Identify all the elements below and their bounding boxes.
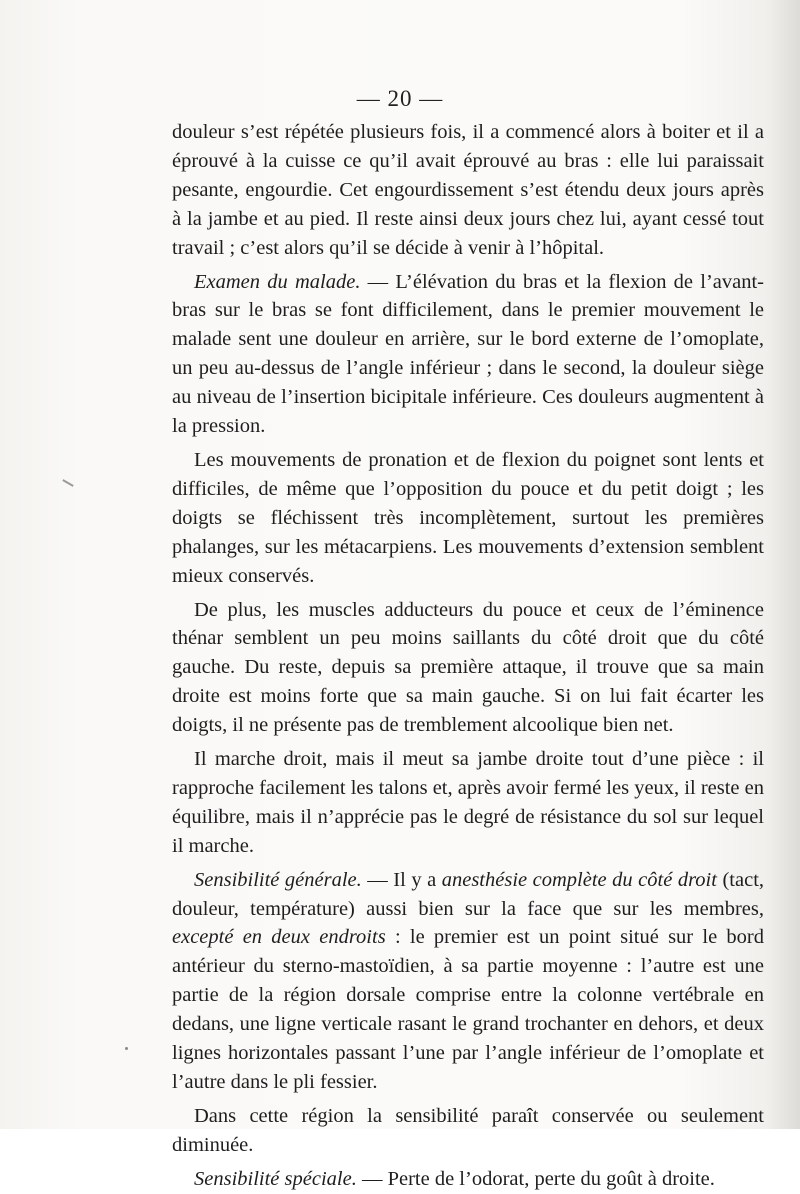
margin-dot	[125, 1047, 128, 1050]
paragraph-marche: Il marche droit, mais il meut sa jambe droite tout d’une pièce : il rapproche facilement les talons et, après avoir fermé les yeux, il reste en équilibre, mais il n’apprécie pas le degré de résistance du sol sur lequel il marche.	[172, 748, 764, 857]
paragraph-region: Dans cette région la sensibilité paraît conservée ou seulement diminuée.	[172, 1104, 764, 1156]
paragraph-sensibilite-speciale	[172, 1165, 764, 1194]
sensibilite-text-c: : le premier est un point situé sur le bord antérieur du sterno-mastoïdien, à sa partie moyenne : l’autre est une partie de la région dorsale comprise entre la colonne vertébrale en dedans, une ligne verticale rasant le grand trochanter en dehors, et deux lignes horizontales passant l’une par l’angle inférieur de l’omoplate et l’autre dans le pli fessier.	[172, 926, 765, 1093]
sensibilite-text-a: — Il y a	[361, 868, 442, 891]
paragraph-history: douleur s’est répétée plusieurs fois, il a commencé alors à boiter et il a éprouvé à la cuisse ce qu’il avait éprouvé au bras : elle lui paraissait pesante, engourdie. Cet engourdissement s’est étendu deux jours après à la jambe et au pied. Il reste ainsi deux jours chez lui, ayant cessé tout travail ; c’est alors qu’il se décide à venir à l’hôpital.	[172, 121, 764, 259]
section-heading-sensibilite-generale: Sensibilité générale.	[194, 868, 362, 891]
paragraph-mouvements: Les mouvements de pronation et de flexion du poignet sont lents et difficiles, de même que l’opposition du pouce et du petit doigt ; les doigts se fléchissent très incomplètement, surtout les premières phalanges, sur les métacarpiens. Les mouvements d’extension semblent mieux conservés.	[172, 448, 764, 587]
sensibilite-emphasis-1: anesthésie complète du côté droit	[441, 868, 717, 891]
paragraph-muscles: De plus, les muscles adducteurs du pouce et ceux de l’éminence thénar semblent un peu moins saillants du côté droit que du côté gauche. Du reste, depuis sa première attaque, il trouve que sa main droite est moins forte que sa main gauche. Si on lui fait écarter les doigts, il ne présente pas de tremblement alcoolique bien net.	[172, 598, 764, 737]
body-text	[172, 118, 764, 1194]
margin-mark	[62, 479, 73, 487]
section-heading-sensibilite-speciale: Sensibilité spéciale.	[194, 1167, 357, 1190]
paragraph-examen-text: — L’élévation du bras et la flexion de l’avant-bras sur le bras se font difficilement, dans le premier mouvement le malade sent une douleur en arrière, sur le bord externe de l’omoplate, un peu au-dessus de l’angle inférieur ; dans le second, la douleur siège au niveau de l’insertion bicipitale inférieure. Ces douleurs augmentent à la pression.	[172, 270, 764, 438]
page-number: — 20 —	[356, 86, 444, 111]
sensibilite-text-b: (tact, douleur, température) aussi bien sur la face que sur les membres,	[172, 868, 765, 920]
sensibilite-emphasis-2: excepté en deux endroits	[172, 926, 386, 949]
paragraph-sensibilite-generale	[172, 866, 764, 1097]
section-heading-examen: Examen du malade.	[194, 270, 361, 293]
sensibilite-speciale-text: — Perte de l’odorat, perte du goût à droite.	[356, 1167, 715, 1190]
paragraph-examen	[172, 268, 764, 441]
